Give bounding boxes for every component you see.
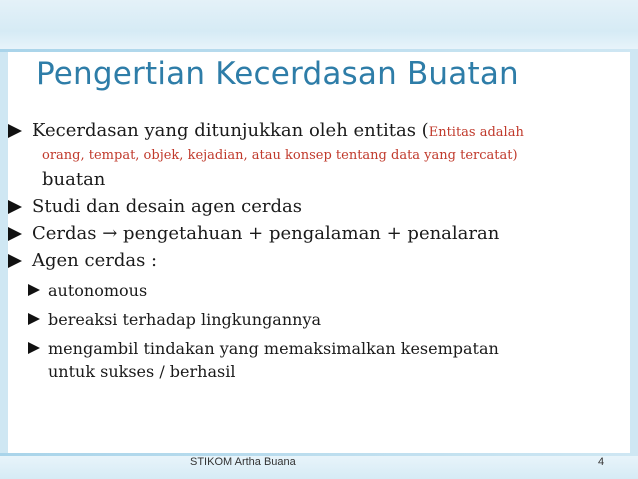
definition-text: Kecerdasan yang ditunjukkan oleh entitas ( bbox=[32, 120, 429, 141]
bullet-icon bbox=[8, 124, 22, 138]
slide-title: Pengertian Kecerdasan Buatan bbox=[36, 56, 519, 92]
left-border bbox=[0, 52, 8, 453]
bullet-list bbox=[8, 118, 628, 383]
sub-bullet-icon bbox=[28, 313, 40, 325]
sub-item-text-line1: mengambil tindakan yang memaksimalkan kesempatan bbox=[48, 339, 499, 358]
study-text: Studi dan desain agen cerdas bbox=[32, 196, 302, 217]
page-number: 4 bbox=[598, 456, 605, 468]
sub-bullet-icon bbox=[28, 284, 40, 296]
sub-item-text-line2: untuk sukses / berhasil bbox=[48, 362, 236, 381]
bullet-item-smart bbox=[8, 221, 628, 246]
sub-item-text: autonomous bbox=[48, 281, 148, 300]
bullet-item-definition bbox=[8, 118, 628, 192]
agent-text: Agen cerdas : bbox=[32, 250, 158, 271]
top-band bbox=[0, 0, 638, 52]
bullet-item-study bbox=[8, 194, 628, 219]
bottom-band bbox=[0, 453, 638, 479]
bullet-icon bbox=[8, 227, 22, 241]
smart-text: Cerdas → pengetahuan + pengalaman + penalaran bbox=[32, 223, 500, 244]
sub-item-autonomous bbox=[28, 279, 628, 302]
sub-bullet-icon bbox=[28, 342, 40, 354]
right-border bbox=[630, 52, 638, 453]
sub-item-action bbox=[28, 337, 628, 383]
sub-item-react bbox=[28, 308, 628, 331]
sub-item-text: bereaksi terhadap lingkungannya bbox=[48, 310, 322, 329]
definition-continuation: buatan bbox=[42, 169, 106, 190]
bullet-item-agent bbox=[8, 248, 628, 273]
footer-label: STIKOM Artha Buana bbox=[190, 456, 296, 468]
bullet-icon bbox=[8, 254, 22, 268]
bullet-icon bbox=[8, 200, 22, 214]
definition-note-part2: orang, tempat, objek, kejadian, atau konsep tentang data yang tercatat) bbox=[42, 148, 518, 163]
definition-note-part1: Entitas adalah bbox=[428, 125, 524, 140]
